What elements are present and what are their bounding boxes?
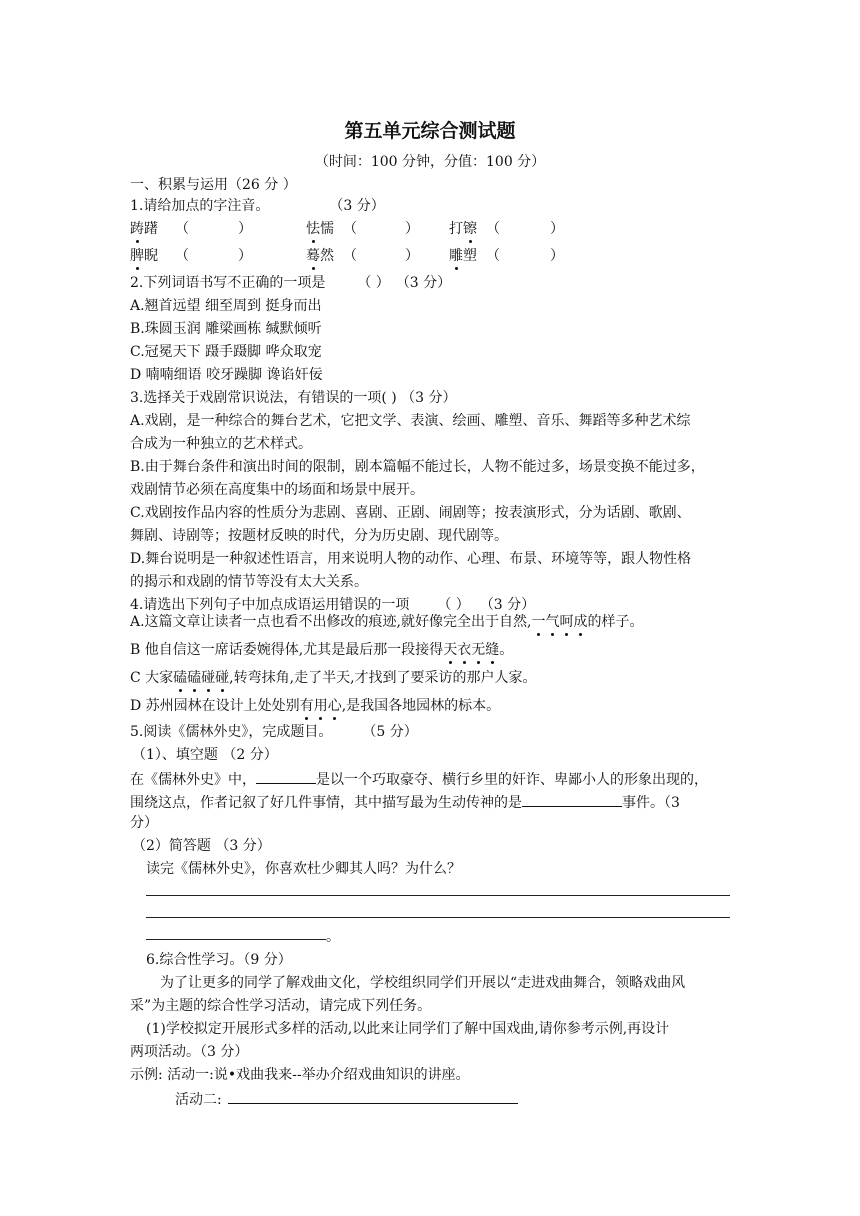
answer-paren-open: （ bbox=[175, 248, 189, 264]
q4-option: B 他自信这一席话委婉得体,尤其是最后那一段接得天衣无缝。 bbox=[130, 642, 514, 658]
pinyin-word: 打镲 bbox=[449, 221, 477, 237]
q4-option: A.这篇文章让读者一点也看不出修改的痕迹,就好像完全出于自然,一气呵成的样子。 bbox=[130, 614, 644, 630]
q6-intro-line: 为了让更多的同学了解戏曲文化，学校组织同学们开展以“走进戏曲舞合，领略戏曲风 bbox=[160, 975, 686, 991]
answer-blank[interactable] bbox=[256, 768, 316, 784]
dotted-char: 雕 bbox=[449, 248, 463, 264]
q5-fill-line: 围绕这点，作者记叙了好几件事情，其中描写最为生动传神的是 事件。（3 bbox=[130, 791, 680, 813]
answer-paren-close: ） bbox=[238, 248, 252, 264]
exam-info: （时间：100 分钟，分值：100 分） bbox=[314, 154, 546, 170]
dotted-char: 怯 bbox=[306, 221, 320, 237]
question-5-stem: 5.阅读《儒林外史》，完成题目。 （5 分） bbox=[130, 724, 418, 740]
pinyin-word: 怯懦 bbox=[306, 221, 334, 237]
dotted-char: 衣 bbox=[457, 642, 472, 658]
pinyin-word: 踌躇 bbox=[130, 221, 158, 237]
activity-2-blank[interactable] bbox=[228, 1088, 518, 1104]
q5-fill-line: 在《儒林外史》中， 是以一个巧取豪夺、横行乡里的奸诈、卑鄙小人的形象出现的， bbox=[130, 768, 708, 790]
pinyin-word: 脾睨 bbox=[130, 248, 158, 264]
dotted-char: 用 bbox=[313, 698, 328, 714]
q6-activity-2: 活动二: bbox=[175, 1088, 518, 1110]
dotted-char: 碰 bbox=[201, 670, 216, 686]
answer-blank[interactable] bbox=[522, 791, 622, 807]
q6-task-line: 两项活动。（3 分） bbox=[130, 1044, 249, 1060]
dotted-char: 一 bbox=[531, 614, 546, 630]
q3-text-line: B.由于舞台条件和演出时间的限制，剧本篇幅不能过长，人物不能过多，场景变换不能过多， bbox=[130, 459, 705, 475]
answer-paren-close: ） bbox=[550, 221, 564, 237]
page-title: 第五单元综合测试题 bbox=[344, 120, 516, 142]
q3-text-line: D.舞台说明是一种叙述性语言，用来说明人物的动作、心理、布景、环境等等，跟人物性格 bbox=[130, 551, 692, 567]
q3-text-line: 的揭示和戏剧的情节等没有太大关系。 bbox=[130, 574, 368, 590]
answer-line[interactable] bbox=[146, 939, 326, 940]
end-mark: 。 bbox=[326, 929, 340, 945]
q2-option-d: D 喃喃细语 咬牙躁脚 谗谄奸佞 bbox=[130, 367, 323, 383]
answer-paren-close: ） bbox=[238, 221, 252, 237]
q2-option-a: A.翘首远望 细至周到 挺身而出 bbox=[130, 298, 322, 314]
question-1-stem: 1.请给加点的字注音。 （3 分） bbox=[130, 198, 385, 214]
dotted-char: 天 bbox=[443, 642, 458, 658]
q6-example: 示例: 活动一:说•戏曲我来--举办介绍戏曲知识的讲座。 bbox=[130, 1067, 470, 1083]
dotted-char: 心 bbox=[327, 698, 342, 714]
answer-line[interactable] bbox=[146, 895, 730, 896]
answer-paren-open: （ bbox=[486, 221, 500, 237]
answer-paren-open: （ bbox=[343, 248, 357, 264]
dotted-char: 成 bbox=[573, 614, 588, 630]
q2-option-c: C.冠冕天下 蹑手蹑脚 哗众取宠 bbox=[130, 344, 322, 360]
pinyin-word: 蓦然 bbox=[306, 248, 334, 264]
answer-paren-open: （ bbox=[175, 221, 189, 237]
dotted-char: 缝 bbox=[485, 642, 500, 658]
q5-question: 读完《儒林外史》，你喜欢杜少卿其人吗？为什么？ bbox=[146, 861, 461, 877]
dotted-char: 气 bbox=[545, 614, 560, 630]
question-6-stem: 6.综合性学习。（9 分） bbox=[146, 952, 292, 968]
q3-text-line: 戏剧情节必须在高度集中的场面和场景中展开。 bbox=[130, 482, 424, 498]
question-4-stem: 4.请选出下列句子中加点成语运用错误的一项 （ ） （3 分） bbox=[130, 597, 536, 613]
dotted-char: 呵 bbox=[559, 614, 574, 630]
answer-paren-open: （ bbox=[343, 221, 357, 237]
answer-paren-close: ） bbox=[550, 248, 564, 264]
dotted-char: 脾 bbox=[130, 248, 144, 264]
dotted-char: 碰 bbox=[215, 670, 230, 686]
dotted-char: 蓦 bbox=[306, 248, 320, 264]
q3-text-line: A.戏剧，是一种综合的舞台艺术，它把文学、表演、绘画、雕塑、音乐、舞蹈等多种艺术综 bbox=[130, 413, 691, 429]
pinyin-word: 雕塑 bbox=[449, 248, 477, 264]
dotted-char: 磕 bbox=[173, 670, 188, 686]
q4-option: C 大家磕磕碰碰,转弯抹角,走了半天,才找到了要采访的那户人家。 bbox=[130, 670, 537, 686]
q4-option: D 苏州园林在设计上处处别有用心,是我国各地园林的标本。 bbox=[130, 698, 501, 714]
dotted-char: 镲 bbox=[463, 221, 477, 237]
q3-text-line: 舞剧、诗剧等；按题材反映的时代，分为历史剧、现代剧等。 bbox=[130, 528, 508, 544]
dotted-char: 踌 bbox=[130, 221, 144, 237]
answer-line[interactable] bbox=[146, 917, 730, 918]
q5-part-1: （1）、填空题 （2 分） bbox=[132, 747, 278, 763]
dotted-char: 磕 bbox=[187, 670, 202, 686]
dotted-char: 无 bbox=[471, 642, 486, 658]
dotted-char: 有 bbox=[299, 698, 314, 714]
question-3-stem: 3.选择关于戏剧常识说法，有错误的一项( ) （3 分） bbox=[130, 390, 457, 406]
q2-option-b: B.珠圆玉润 雕梁画栋 缄默倾听 bbox=[130, 321, 322, 337]
answer-paren-close: ） bbox=[405, 221, 419, 237]
q6-intro-line: 采”为主题的综合性学习活动，请完成下列任务。 bbox=[130, 998, 432, 1014]
q3-text-line: 合成为一种独立的艺术样式。 bbox=[130, 436, 312, 452]
q5-part-2: （2）简答题 （3 分） bbox=[132, 838, 271, 854]
q5-fill-line: 分） bbox=[130, 815, 158, 831]
answer-paren-open: （ bbox=[486, 248, 500, 264]
q3-text-line: C.戏剧按作品内容的性质分为悲剧、喜剧、正剧、闹剧等；按表演形式，分为话剧、歌剧、 bbox=[130, 505, 691, 521]
q6-task-line: (1)学校拟定开展形式多样的活动,以此来让同学们了解中国戏曲,请你参考示例,再设计 bbox=[146, 1021, 670, 1037]
question-2-stem: 2.下列词语书写不正确的一项是 （ ） （3 分） bbox=[130, 275, 452, 291]
answer-paren-close: ） bbox=[405, 248, 419, 264]
section-heading: 一、积累与运用（26 分 ） bbox=[130, 177, 297, 193]
